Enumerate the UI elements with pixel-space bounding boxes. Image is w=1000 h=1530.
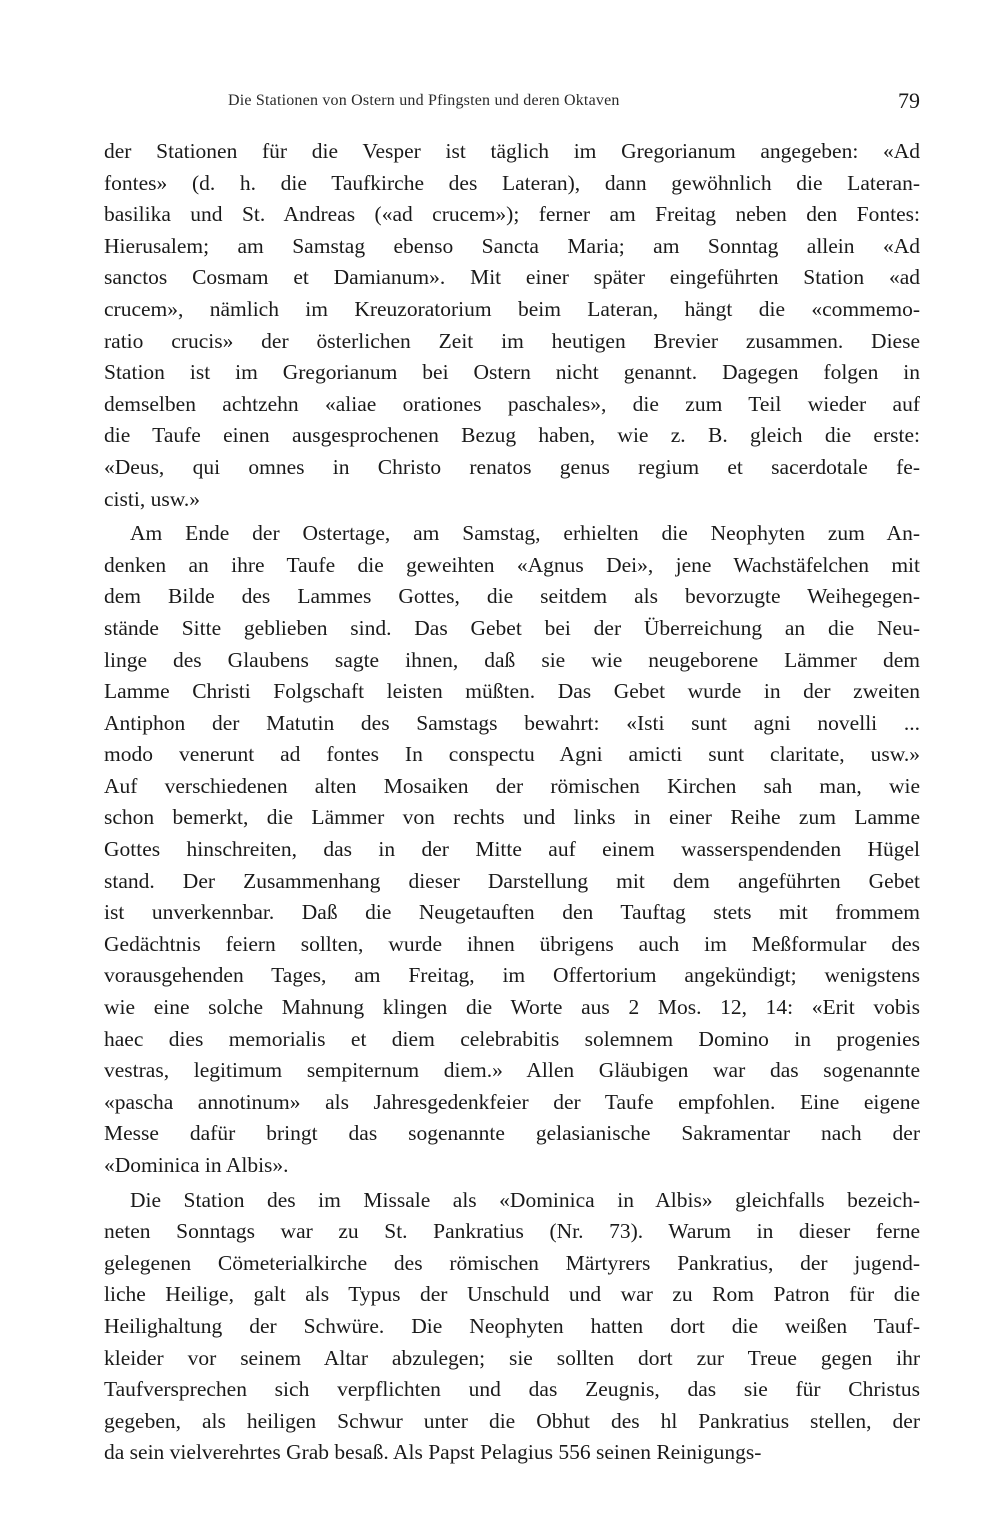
text-line: gegeben, als heiligen Schwur unter die Obhut des hl Pankratius stellen, der [104, 1408, 920, 1433]
text-line: wie eine solche Mahnung klingen die Worte aus 2 Mos. 12, 14: «Erit vobis [104, 995, 920, 1020]
text-line: vorausgehenden Tages, am Freitag, im Offertorium angekündigt; wenigstens [104, 963, 920, 988]
text-line: Gedächtnis feiern sollten, wurde ihnen übrigens auch im Meßformular des [104, 931, 920, 956]
text-line: die Taufe einen ausgesprochenen Bezug haben, wie z. B. gleich die erste: [104, 423, 920, 448]
text-line: Taufversprechen sich verpflichten und das Zeugnis, das sie für Christus [104, 1377, 920, 1402]
text-line: Heilighaltung der Schwüre. Die Neophyten hatten dort die weißen Tauf- [104, 1313, 920, 1338]
text-line: «Dominica in Albis». [104, 1153, 289, 1177]
text-line: cisti, usw.» [104, 486, 200, 511]
text-line: ist unverkennbar. Daß die Neugetauften den Tauftag stets mit frommem [104, 900, 920, 925]
text-line: basilika und St. Andreas («ad crucem»); ferner am Freitag neben den Fontes: [104, 202, 920, 227]
text-line: Messe dafür bringt das sogenannte gelasianische Sakramentar nach der [104, 1121, 920, 1146]
text-line: gelegenen Cömeterialkirche des römischen Märtyrers Pankratius, der jugend- [104, 1250, 920, 1275]
text-line: der Stationen für die Vesper ist täglich im Gregorianum angegeben: «Ad [104, 139, 920, 163]
text-line: Am Ende der Ostertage, am Samstag, erhielten die Neophyten zum An- [130, 521, 920, 546]
text-line: fontes» (d. h. die Taufkirche des Lateran), dann gewöhnlich die Lateran- [104, 170, 920, 195]
text-line: Lamme Christi Folgschaft leisten müßten. Das Gebet wurde in der zweiten [104, 679, 920, 704]
page-number: 79 [898, 88, 920, 113]
text-line: modo venerunt ad fontes In conspectu Agni amicti sunt claritate, usw.» [104, 742, 920, 767]
paragraph [104, 1185, 920, 1469]
body-text [104, 136, 920, 1469]
text-line: Hierusalem; am Samstag ebenso Sancta Maria; am Sonntag allein «Ad [104, 233, 920, 258]
text-line: Gottes hinschreiten, das in der Mitte auf einem wasserspendenden Hügel [104, 837, 920, 862]
text-line: Antiphon der Matutin des Samstags bewahrt: «Isti sunt agni novelli ... [104, 710, 920, 735]
text-line: neten Sonntags war zu St. Pankratius (Nr. 73). Warum in dieser ferne [104, 1219, 920, 1244]
text-line: «Deus, qui omnes in Christo renatos genus regium et sacerdotale fe- [104, 454, 920, 479]
running-title: Die Stationen von Ostern und Pfingsten und deren Oktaven [228, 92, 620, 109]
text-line: linge des Glaubens sagte ihnen, daß sie wie neugeborene Lämmer dem [104, 647, 920, 672]
paragraph [104, 136, 920, 515]
paragraph [104, 518, 920, 1181]
text-line: stand. Der Zusammenhang dieser Darstellung mit dem angeführten Gebet [104, 868, 920, 893]
text-line: demselben achtzehn «aliae orationes paschales», die zum Teil wieder auf [104, 391, 920, 416]
text-line: Station ist im Gregorianum bei Ostern nicht genannt. Dagegen folgen in [104, 360, 920, 385]
text-line: ratio crucis» der österlichen Zeit im heutigen Brevier zusammen. Diese [104, 328, 920, 353]
text-line: da sein vielverehrtes Grab besaß. Als Papst Pelagius 556 seinen Reinigungs- [104, 1440, 762, 1465]
text-line: Auf verschiedenen alten Mosaiken der römischen Kirchen sah man, wie [104, 773, 920, 798]
text-line: stände Sitte geblieben sind. Das Gebet bei der Überreichung an die Neu- [104, 615, 920, 640]
text-line: Die Station des im Missale als «Dominica in Albis» gleichfalls bezeich- [130, 1187, 920, 1212]
text-line: dem Bilde des Lammes Gottes, die seitdem als bevorzugte Weihegegen- [104, 584, 920, 609]
text-line: haec dies memorialis et diem celebrabitis solemnem Domino in progenies [104, 1026, 920, 1051]
text-line: vestras, legitimum sempiternum diem.» Allen Gläubigen war das sogenannte [104, 1058, 920, 1083]
text-line: liche Heilige, galt als Typus der Unschuld und war zu Rom Patron für die [104, 1282, 920, 1307]
text-line: «pascha annotinum» als Jahresgedenkfeier der Taufe empfohlen. Eine eigene [104, 1089, 920, 1114]
text-line: denken an ihre Taufe die geweihten «Agnus Dei», jene Wachstäfelchen mit [104, 552, 920, 577]
text-line: crucem», nämlich im Kreuzoratorium beim Lateran, hängt die «commemo- [104, 296, 920, 321]
text-line: sanctos Cosmam et Damianum». Mit einer später eingeführten Station «ad [104, 265, 920, 290]
running-head [104, 88, 920, 118]
text-line: schon bemerkt, die Lämmer von rechts und links in einer Reihe zum Lamme [104, 805, 920, 830]
text-line: kleider vor seinem Altar abzulegen; sie sollten dort zur Treue gegen ihr [104, 1345, 920, 1370]
